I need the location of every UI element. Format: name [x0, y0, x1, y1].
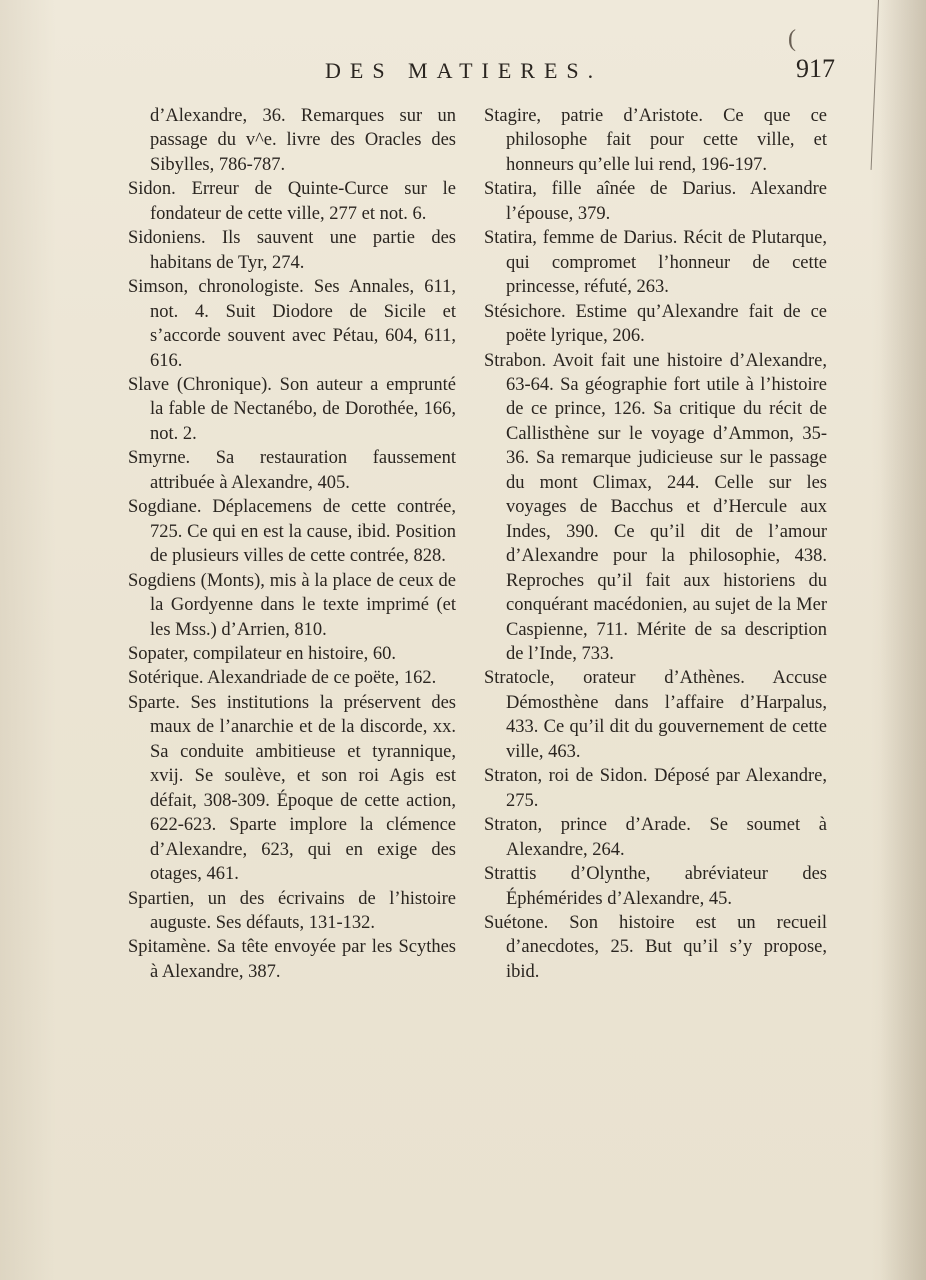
corner-mark: (: [788, 26, 796, 52]
index-entry: Spartien, un des écrivains de l’histoire auguste. Ses défauts, 131-132.: [128, 888, 456, 933]
index-entry: Sparte. Ses institutions la préservent des maux de l’anarchie et de la discorde, xx. Sa conduite ambitieuse et tyrannique, xvij. Se soulève, et son roi Agis est défait, 308-309. Époque de cette action, 622-623. Sparte implore la clémence d’Alexandre, 623, qui en exige des otages, 461.: [128, 692, 456, 885]
index-entry: Slave (Chronique). Son auteur a emprunté la fable de Nectanébo, de Dorothée, 166, not. 2.: [128, 374, 456, 444]
index-entry: d’Alexandre, 36. Remarques sur un passage du v^e. livre des Oracles des Sibylles, 786-787.: [150, 106, 456, 175]
page-header: [325, 54, 835, 98]
index-entry: Straton, prince d’Arade. Se soumet à Alexandre, 264.: [484, 815, 827, 860]
index-entry: Stratocle, orateur d’Athènes. Accuse Démosthène dans l’affaire d’Harpalus, 433. Ce qu’il dit du gouvernement de cette ville, 463.: [484, 668, 827, 762]
index-entry: Sidon. Erreur de Quinte-Curce sur le fondateur de cette ville, 277 et not. 6.: [128, 179, 456, 224]
index-entry: Strabon. Avoit fait une histoire d’Alexandre, 63-64. Sa géographie fort utile à l’histoire de ce prince, 126. Sa critique du récit de Callisthène sur le voyage d’Ammon, 35-36. Sa remarque judicieuse sur le passage du mont Climax, 244. Celle sur les voyages de Bacchus et d’Hercule aux Indes, 390. Ce qu’il dit de l’amour d’Alexandre pour la philosophie, 438. Reproches qu’il fait aux historiens du conquérant macédonien, au sujet de la Mer Caspienne, 711. Mérite de sa description de l’Inde, 733.: [484, 350, 827, 664]
index-entry: Strattis d’Olynthe, abréviateur des Éphémérides d’Alexandre, 45.: [484, 864, 827, 909]
index-entry: Stagire, patrie d’Aristote. Ce que ce philosophe fait pour cette ville, et honneurs qu’elle lui rend, 196-197.: [484, 106, 827, 175]
index-entry: Spitamène. Sa tête envoyée par les Scythes à Alexandre, 387.: [128, 937, 456, 982]
index-entry: Statira, femme de Darius. Récit de Plutarque, qui compromet l’honneur de cette princesse, réfuté, 263.: [484, 228, 827, 298]
index-entry: Stésichore. Estime qu’Alexandre fait de ce poëte lyrique, 206.: [484, 301, 827, 347]
index-entry: Sidoniens. Ils sauvent une partie des habitans de Tyr, 274.: [128, 228, 456, 273]
page-number: 917: [796, 54, 835, 83]
index-entry: Statira, fille aînée de Darius. Alexandre l’épouse, 379.: [484, 179, 827, 224]
index-entry: Simson, chronologiste. Ses Annales, 611, not. 4. Suit Diodore de Sicile et s’accorde souvent avec Pétau, 604, 611, 616.: [128, 277, 456, 371]
index-entry: Smyrne. Sa restauration faussement attribuée à Alexandre, 405.: [128, 448, 456, 493]
index-entry: Suétone. Son histoire est un recueil d’anecdotes, 25. But qu’il s’y propose, ibid.: [484, 912, 827, 982]
index-entry: Straton, roi de Sidon. Déposé par Alexandre, 275.: [484, 766, 827, 811]
index-entry: Sogdiane. Déplacemens de cette contrée, 725. Ce qui en est la cause, ibid. Position de plusieurs villes de cette contrée, 828.: [128, 497, 456, 567]
index-entry: Sogdiens (Monts), mis à la place de ceux de la Gordyenne dans le texte imprimé (et les Mss.) d’Arrien, 810.: [128, 570, 456, 640]
running-title: DES MATIERES.: [325, 58, 603, 83]
page-edge-line: [871, 0, 879, 170]
index-entry: Sotérique. Alexandriade de ce poëte, 162.: [128, 668, 437, 689]
index-entry: Sopater, compilateur en histoire, 60.: [128, 643, 396, 664]
page-edge-shadow: [880, 0, 926, 1280]
index-column-left: [128, 104, 456, 984]
index-column-right: [484, 104, 827, 984]
